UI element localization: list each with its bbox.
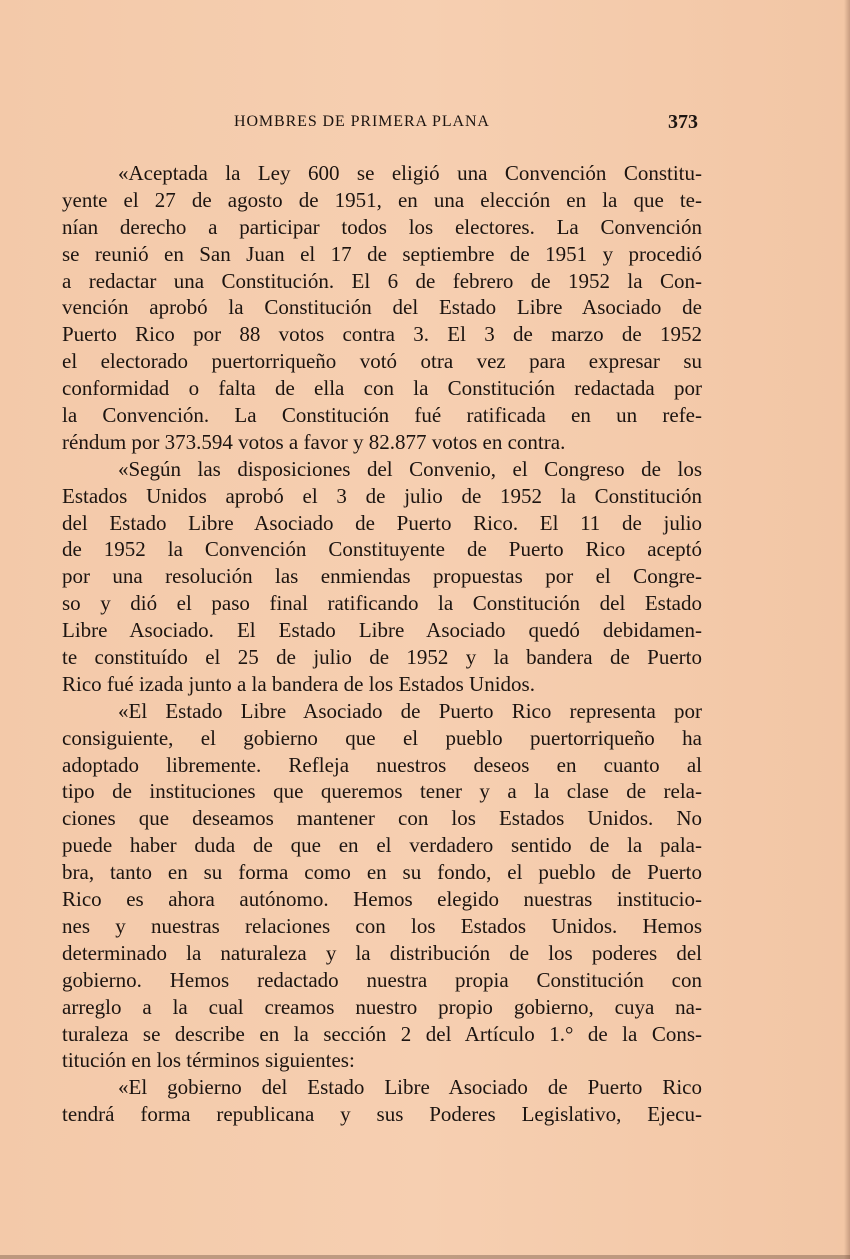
text-line: Puerto Rico por 88 votos contra 3. El 3 de marzo de 1952: [62, 322, 702, 347]
page-number: 373: [668, 111, 698, 133]
text-line: «El gobierno del Estado Libre Asociado de Puerto Rico: [118, 1075, 702, 1100]
paragraph: [62, 698, 702, 1074]
text-line: ciones que deseamos mantener con los Estados Unidos. No: [62, 806, 702, 831]
text-line: nes y nuestras relaciones con los Estados Unidos. Hemos: [62, 913, 702, 938]
text-line: «Según las disposiciones del Convenio, el Congreso de los: [118, 456, 702, 481]
text-line: la Convención. La Constitución fué ratificada en un refe-: [62, 403, 702, 428]
text-line: adoptado libremente. Refleja nuestros deseos en cuanto al: [62, 752, 702, 777]
text-line: conformidad o falta de ella con la Constitución redactada por: [62, 376, 702, 401]
page-edge-shadow: [844, 0, 850, 1259]
text-line: de 1952 la Convención Constituyente de Puerto Rico aceptó: [62, 537, 702, 562]
text-line: Libre Asociado. El Estado Libre Asociado quedó debidamen-: [62, 618, 702, 643]
text-line: vención aprobó la Constitución del Estado Libre Asociado de: [62, 295, 702, 320]
text-line: Estados Unidos aprobó el 3 de julio de 1952 la Constitución: [62, 483, 702, 508]
text-line: so y dió el paso final ratificando la Constitución del Estado: [62, 591, 702, 616]
text-line: puede haber duda de que en el verdadero sentido de la pala-: [62, 833, 702, 858]
paragraph: [62, 1074, 702, 1128]
text-line: por una resolución las enmiendas propuestas por el Congre-: [62, 564, 702, 589]
text-line: turaleza se describe en la sección 2 del Artículo 1.° de la Cons-: [62, 1021, 702, 1046]
text-line: tendrá forma republicana y sus Poderes Legislativo, Ejecu-: [62, 1102, 702, 1127]
text-line: del Estado Libre Asociado de Puerto Rico. El 11 de julio: [62, 510, 702, 535]
text-line: arreglo a la cual creamos nuestro propio gobierno, cuya na-: [62, 994, 702, 1019]
text-line: a redactar una Constitución. El 6 de febrero de 1952 la Con-: [62, 268, 702, 293]
text-line: Rico fué izada junto a la bandera de los Estados Unidos.: [62, 671, 535, 696]
text-line: tipo de instituciones que queremos tener y a la clase de rela-: [62, 779, 702, 804]
text-line: bra, tanto en su forma como en su fondo, el pueblo de Puerto: [62, 860, 702, 885]
body-text: [62, 160, 702, 1128]
text-line: te constituído el 25 de julio de 1952 y la bandera de Puerto: [62, 645, 702, 670]
text-line: nían derecho a participar todos los electores. La Convención: [62, 214, 702, 239]
text-line: «El Estado Libre Asociado de Puerto Rico representa por: [118, 698, 702, 723]
running-title: HOMBRES DE PRIMERA PLANA: [234, 113, 490, 130]
text-line: Rico es ahora autónomo. Hemos elegido nuestras institucio-: [62, 887, 702, 912]
text-line: el electorado puertorriqueño votó otra vez para expresar su: [62, 349, 702, 374]
paragraph: [62, 456, 702, 698]
text-line: réndum por 373.594 votos a favor y 82.877 votos en contra.: [62, 429, 566, 454]
text-line: determinado la naturaleza y la distribución de los poderes del: [62, 940, 702, 965]
page-bottom-edge: [0, 1255, 850, 1259]
text-line: titución en los términos siguientes:: [62, 1048, 355, 1073]
text-line: «Aceptada la Ley 600 se eligió una Convención Constitu-: [118, 161, 702, 185]
text-line: consiguiente, el gobierno que el pueblo puertorriqueño ha: [62, 725, 702, 750]
text-line: se reunió en San Juan el 17 de septiembre de 1951 y procedió: [62, 241, 702, 266]
text-line: gobierno. Hemos redactado nuestra propia Constitución con: [62, 967, 702, 992]
paragraph: [62, 160, 702, 456]
text-line: yente el 27 de agosto de 1951, en una elección en la que te-: [62, 187, 702, 212]
